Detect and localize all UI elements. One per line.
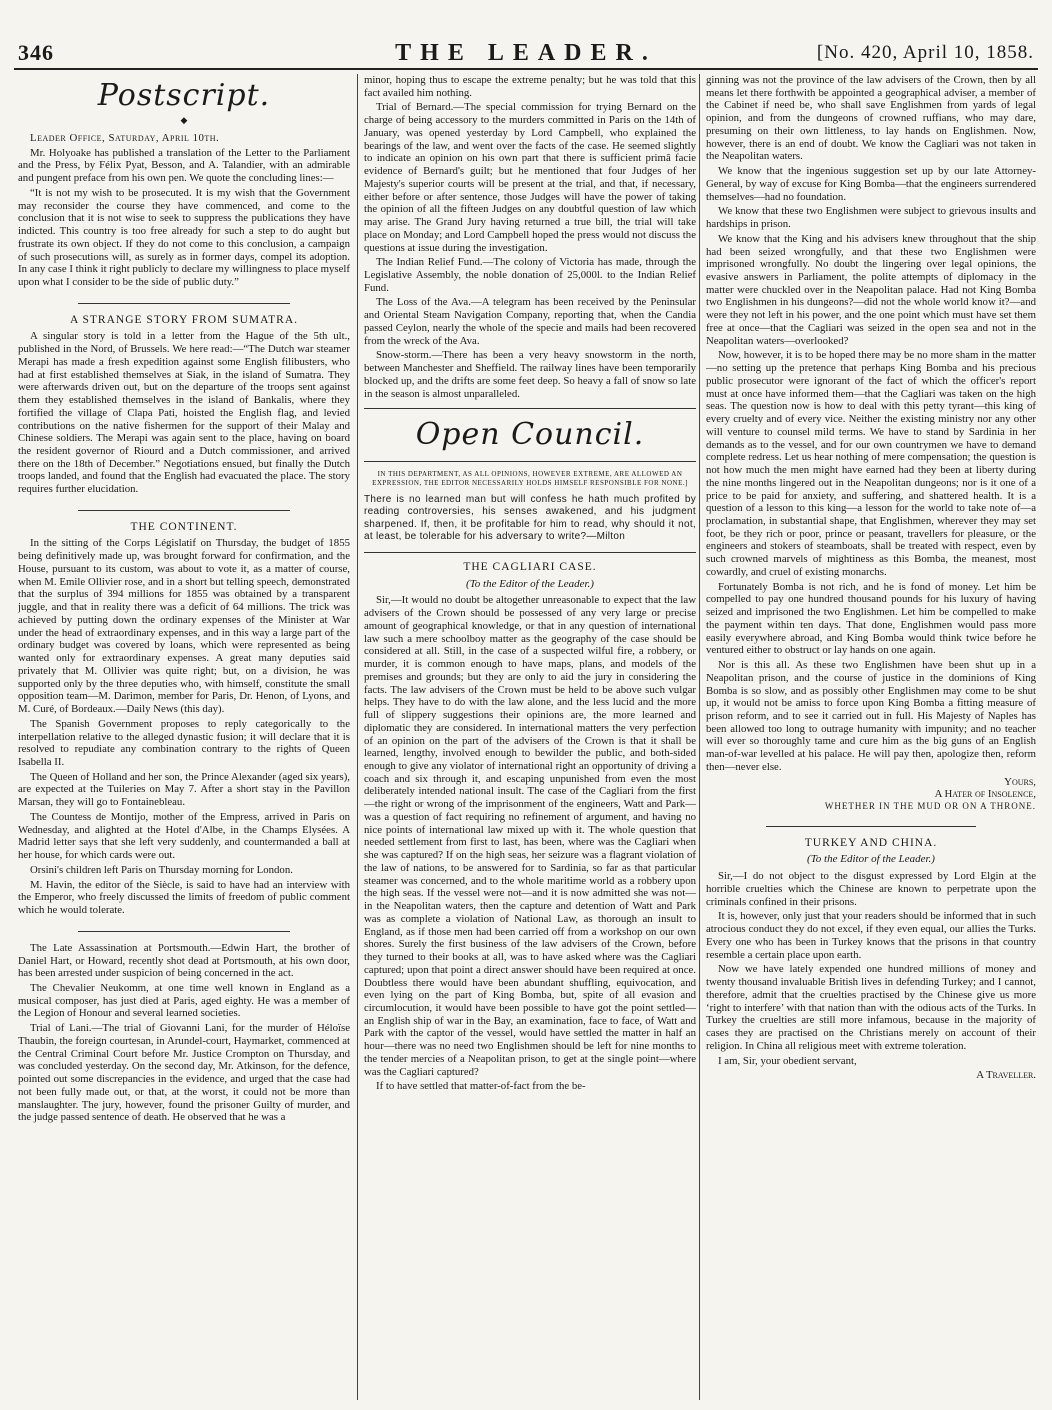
issue-info: [No. 420, April 10, 1858. [816,42,1034,63]
letter-paragraph: Sir,—I do not object to the disgust expressed by Lord Elgin at the horrible cruelties which the Chinese are known to perpetrate upon the criminals confined in their prisons. [706,870,1036,908]
separator [78,510,290,511]
letter-paragraph: If to have settled that matter-of-fact from the be- [376,1080,586,1093]
article-paragraph: Trial of Bernard.—The special commission for trying Bernard on the charge of being accessory to the murders committed in Paris on the 14th of January, was opened yesterday by Lord Campbell, who explained the bearings of the law, and went over the facts of the case. He seemed slightly to indicate an opinion on his own part that there is sufficient primâ facie evidence of Bernard's guilt; but he mentioned that four Judges of her Majesty's superior courts will be present at the trial, and that, if necessary, either before or after sentence, those Judges will have the power of taking the opinion of all the fifteen Judges on any doubtful question of law which may arise. The Grand Jury having returned a true bill, the trial will take place on Monday; and Lord Campbell hoped the press would not discuss the questions at issue during the investigation. [364,101,696,254]
column-1 [18,74,350,1404]
section-heading: THE CAGLIARI CASE. [463,560,597,573]
separator [364,552,696,553]
column-3 [706,74,1036,1404]
ornament: ◆ [180,115,188,126]
letter-address: (To the Editor of the Leader.) [807,853,935,866]
signature-closing: Yours, [1004,775,1036,788]
signature-name: A Traveller. [976,1069,1036,1082]
column-rule [357,74,358,1400]
separator [364,408,696,409]
article-paragraph: M. Havin, the editor of the Siècle, is said to have had an interview with the Emperor, who freely discussed the limits of freedom of public comment which he would tolerate. [18,878,350,917]
separator [78,303,290,304]
article-paragraph: Mr. Holyoake has published a translation of the Letter to the Parliament and the Press, by Félix Pyat, Besson, and A. Talandier, with an admirable and pungent preface from his own pen. We quote the concluding lines:— [18,146,350,185]
article-quote: “It is not my wish to be prosecuted. It is my wish that the Government may reconsider the course they have commenced, and come to the conclusion that it is not wise to seek to suppress the publications they have indicted. This country is too free already for such a step to do aught but frustrate its own object. If they do not come to this conclusion, a campaign of such prosecutions will, as surely as in former days, compel its adoption. In any case I think it right publicly to declare my willingness to place myself upon what I consider to be the side of public duty.” [18,186,350,289]
letter-closing: I am, Sir, your obedient servant, [718,1054,857,1067]
letter-paragraph: Sir,—It would no doubt be altogether unreasonable to expect that the law advisers of the Crown should be possessed of any very large or precise amount of geographical knowledge, or that in any question of international law such a mere schoolboy matter as the geography of the case should be considered at all. Still, in the case of a suspected wilful fire, a robbery, or murder, it is common enough to have maps, plans, and models of the premises and grounds; but they are only to aid the jury in considering the facts. The law advisers of the Crown must be held to be above such vulgar helps. They have to do with the law alone, and the less lucid and the more full of slippery suggestions their opinions are, the more learned and diplomatic they are considered. In international matters the very perfection of an opinion on the part of the advisers of the Crown is that it shall be learned, lengthy, involved enough to bewilder the public, and both-sided enough to give any violator of international right an opportunity of driving a coach and six through it, and escaping unpunished from even the most deliberately intended national insult. The case of the Cagliari from the first—the right or wrong of the imprisonment of the engineers, Watt and Park—was a question of fact requiring no refinement of argument, and having no nice points of international law mixed up with it. The whole question that needed settlement from first to last, has been, where was the Cagliari when she was captured? If on the high seas, her seizure was a flagrant violation of the law of nations, to be answered for to Sardinia, so far as that particular steamer was concerned, and to the whole maritime world as a robbery upon the high seas. If the vessel were not—and it is now admitted she was not—in the Neapolitan waters, then the capture and detention of Watt and Park was as complete a violation of National Law, as thorough an insult to England, as if those men had been carried off from a workshop on our own shores. Surely the first business of the law advisers of the Crown, before they turned to their books at all, was to have asked where was the Cagliari captured; upon that point a direct answer should have been required at once. Doubtless there would have been abundant shuffling, equivocation, and even lying on the part of King Bomba, but, spite of all evasion and circumlocution, it would have been possible to have got the point settled—an English ship of war in the Bay, an examination, face to face, of Watt and Park with the captor of the vessel, would have settled the matter in half an hour—there was no need two Englishmen should be left for nine months to the tender mercies of a Neapolitan prison, to get at the single point—where was the Cagliari captured? [364,594,696,1078]
letter-paragraph: We know that the ingenious suggestion set up by our late Attorney-General, by way of excuse for King Bomba—that the engineers surrendered themselves—had no foundation. [706,165,1036,203]
article-paragraph: The Queen of Holland and her son, the Prince Alexander (aged six years), are expected at the Tuileries on May 7. After a short stay in the Pavillon Marsan, they will go to Fontainebleau. [18,770,350,809]
letter-paragraph: Fortunately Bomba is not rich, and he is fond of money. Let him be compelled to pay one hundred thousand pounds for his luxury of having seized and imprisoned the two Englishmen. Let him be compelled to make the payment within ten days. That done, Englishmen would pass more easily everywhere abroad, and King Bomba would think twice before he ventured either to obstruct or lay hands on one again. [706,580,1036,657]
letter-paragraph: We know that the King and his advisers knew throughout that the ship had been seized wrongfully, and that these two Englishmen were imprisoned wrongfully. No doubt the lingering over legal opinions, the evasive answers in Parliament, the polite attempts of diplomacy in the matter were chuckled over in the Neapolitan palace. Had not King Bomba two Englishmen in his dungeons?—did not the whole world know it?—and were they not left in his power, and the one point which must have set them free at once—that the Cagliari was seized in the open sea and not in the Neapolitan waters—overlooked? [706,232,1036,347]
article-paragraph: minor, hoping thus to escape the extreme penalty; but he was told that this fact availed him nothing. [364,74,696,99]
page-header [18,38,1034,68]
letter-paragraph: We know that these two Englishmen were subject to grievous insults and hardships in prison. [706,205,1036,231]
article-paragraph: The Late Assassination at Portsmouth.—Edwin Hart, the brother of Daniel Hart, or Howard, recently shot dead at Portsmouth, at his own door, has been arrested under suspicion of being concerned in the act. [18,941,350,980]
article-paragraph: The Countess de Montijo, mother of the Empress, arrived in Paris on Wednesday, and alighted at the Hotel d'Albe, in the Champs Elysées. A Madrid letter says that she left very suddenly, and countermanded a ball at her house, for which cards were out. [18,810,350,862]
open-council-masthead: Open Council. [415,417,645,453]
letter-paragraph: It is, however, only just that your readers should be informed that in such atrocious conduct they do not excel, if they even equal, our allies the Turks. Every one who has been in Turkey knows that the prisons in that country resemble a certain place upon earth. [706,910,1036,961]
signature-name: A Hater of Insolence, [934,788,1036,801]
separator [78,931,290,932]
letter-paragraph: Nor is this all. As these two Englishmen have been shut up in a Neapolitan prison, and the course of justice in the dominions of King Bomba is so slow, and as possibly other Englishmen may come to be shut up, it would not be amiss to force upon King Bomba a fitting measure of prison reform, and to see it carried out in full. His Majesty of Naples has been allowed too long to outrage humanity with impunity; and no teacher will ever so thoroughly tame and cure him as the big guns of an English man-of-war levelled at his palace. He will pay then, apologize then, reform then—never else. [706,659,1036,773]
column-rule [699,74,700,1400]
article-paragraph: In the sitting of the Corps Législatif on Thursday, the budget of 1855 being definitively made up, was brought forward for confirmation, and the House, pursuant to its custom, was about to vote it, as a matter of course, when M. Emile Ollivier rose, and in a short but telling speech, demonstrated that the surplus of 394 millions for 1855 was obtained by a transparent juggle, and that in reality there was a deficit of 64 millions. The trick was achieved by putting down the ordinary expenses of the Minister at War under the head of extraordinary expenses, and in this way a large part of the ordinary budget was covered by loans, which were represented as being wanted only for extraordinary expenses. A great many deputies said privately that M. Ollivier was quite right; but, on a division, he was supported only by the three deputies who, with himself, constitute the small opposition team—M. Darimon, member for Paris, Dr. Henon, of Lyons, and M. Curé, of Bordeaux.—Daily News (this day). [18,537,350,716]
header-rule [14,68,1038,70]
dateline: Leader Office, Saturday, April 10th. [30,132,220,144]
section-heading: TURKEY AND CHINA. [804,836,938,849]
section-heading: THE CONTINENT. [130,520,238,533]
letter-paragraph: Now we have lately expended one hundred millions of money and twenty thousand invaluable British lives in defending Turkey; and I cannot, therefore, admit that the cruelties practised by the Chinese give us more ‘right to interfere’ with that nation than with the odious acts of the Turks. In Turkey the cruelties are still more infamous, because in the majority of cases they are practised on the Christians merely on account of their religion. In China all religious meet with extreme toleration. [706,963,1036,1052]
letter-paragraph: ginning was not the province of the law advisers of the Crown, then by all means let there forthwith be appointed a geographical adviser, a member of the Cabinet if need be, who shall save Englishmen from yards of legal opinion, and from the dungeons of crowned ruffians, who may dare, presuming on their own littleness, to lay hands on Englishmen. Now, however, there is an end of doubt. We know the Cagliari was not taken in the Neapolitan waters. [706,74,1036,163]
motto: There is no learned man but will confess he hath much profited by reading controversies, his senses awakened, and his judgment sharpened. If, then, it be profitable for him to read, why should it not, at least, be tolerable for his adversary to write?—Milton [364,493,696,543]
column-2 [364,74,696,1404]
newspaper-title: THE LEADER. [395,40,657,66]
signature-line: WHETHER IN THE MUD OR ON A THRONE. [824,801,1036,812]
disclaimer: IN THIS DEPARTMENT, AS ALL OPINIONS, HOWEVER EXTREME, ARE ALLOWED AN EXPRESSION, THE EDITOR NECESSARILY HOLDS HIMSELF RESPONSIBLE FOR NONE.] [372,469,688,487]
section-heading: A STRANGE STORY FROM SUMATRA. [69,313,299,326]
page-number: 346 [18,40,54,65]
separator [766,826,976,827]
article-paragraph: The Loss of the Ava.—A telegram has been received by the Peninsular and Oriental Steam Navigation Company, reporting that, when the Candia passed Ceylon, nearly the whole of the specie and mails had been recovered from the wreck of the Ava. [364,296,696,347]
letter-paragraph: Now, however, it is to be hoped there may be no more sham in the matter—no setting up the pretence that perhaps King Bomba and his precious public prosecutor were ignorant of the fact of which the officer's report must at once have informed them—that the Cagliari was taken on the high seas. The question now is how to deal with this petty tyrant—this king of every cruelty and of every vice. Neither the existing ministry nor any other will venture to counsel mild terms. We have to stand by Sardinia in her demands as to the vessel, and for our own countrymen we have to demand complete redress. Let us hear nothing of mere compensation; the question is not how much the men might have earned had they been at liberty during the nine months lingered out in the Neapolitan dungeons; nor is it one of a price to be paid for anxiety, and suffering, and shattered health. It is a question of a lesson to this king—a lesson for the world to take note of—a proclamation, in substantial shape, that Englishmen, wherever they may set foot, be they rich or poor, prince or peasant, travellers for pleasure, or the engineers and stokers of steamboats, shall be treated with respect, even by such crowned marvels of mightiness as this Bomba, the meanest, most cowardly, and cruel of existing monarchs. [706,349,1036,578]
article-paragraph: The Spanish Government proposes to reply categorically to the interpellation relative to the alleged dynastic fusion; it will declare that it is resolved to repudiate any combination contrary to the rights of Queen Isabella II. [18,717,350,768]
article-paragraph: Snow-storm.—There has been a very heavy snowstorm in the north, between Manchester and Sheffield. The railway lines have been temporarily blocked up, and the drifts are some feet deep. So heavy a fall of snow so late in the season is almost unparalleled. [364,349,696,400]
article-paragraph: A singular story is told in a letter from the Hague of the 5th ult., published in the Nord, of Brussels. We here read:—“The Dutch war steamer Merapi has made a fresh expedition against some English filibusters, who had at first established themselves at Siak, in the island of Sumatra. They were afterwards driven out, but on the departure of the troops sent against them they established themselves in the island of Bankalis, where they fortified the village of Clapa Pati, hoisted the English flag, and levied contributions on the native fishermen for the support of their Malay and Chinese soldiers. The Merapi was again sent to the place, having on board the resident governor of Riourd and a Dutch commissioner, and arrived there on the 18th of December.” Negotiations ensued, but finally the Dutch troops landed, and found that the English had evacuated the place. The story requires further elucidation. [18,330,350,496]
article-paragraph: The Chevalier Neukomm, at one time well known in England as a musical composer, has just died at Paris, aged eighty. He was a member of the Legion of Honour and several learned societies. [18,981,350,1020]
article-paragraph: Trial of Lani.—The trial of Giovanni Lani, for the murder of Héloïse Thaubin, the foreign courtesan, in Arundel-court, Haymarket, commenced at the Central Criminal Court before Mr. Justice Crompton on Thursday, and was concluded yesterday. On the second day, Mr. Atkinson, for the defence, pointed out some discrepancies in the evidence, and urged that the case had not been fully made out, or that, at the worst, it could not be more than manslaughter. The jury, however, found the prisoner Guilty of murder, and the judge passed sentence of death. He observed that he was a [18,1022,350,1124]
postscript-masthead: Postscript. [97,78,271,113]
separator [364,461,696,462]
letter-address: (To the Editor of the Leader.) [466,577,594,590]
article-paragraph: Orsini's children left Paris on Thursday morning for London. [30,863,293,876]
article-paragraph: The Indian Relief Fund.—The colony of Victoria has made, through the Legislative Assembly, the noble donation of 25,000l. to the Indian Relief Fund. [364,256,696,294]
